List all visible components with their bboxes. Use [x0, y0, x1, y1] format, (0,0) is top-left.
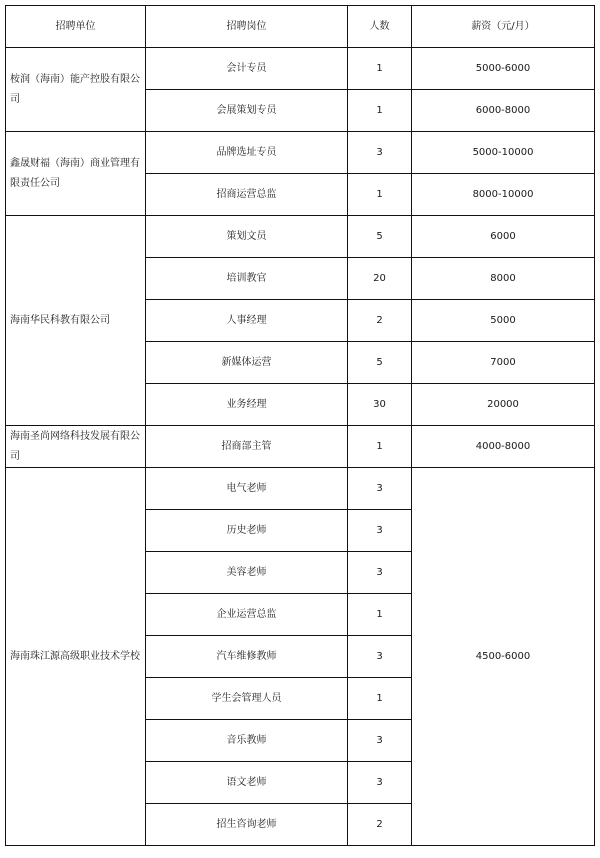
company-cell: 海南珠江源高级职业技术学校 — [6, 468, 146, 846]
table-row — [6, 468, 595, 510]
salary-cell: 4500-6000 — [412, 468, 595, 846]
salary-cell: 4000-8000 — [412, 426, 595, 468]
header-count: 人数 — [348, 6, 412, 48]
count-cell: 1 — [348, 594, 412, 636]
salary-cell: 5000-6000 — [412, 48, 595, 90]
salary-cell: 7000 — [412, 342, 595, 384]
position-cell: 招生咨询老师 — [146, 804, 348, 846]
count-cell: 1 — [348, 174, 412, 216]
count-cell: 5 — [348, 342, 412, 384]
position-cell: 招商运营总监 — [146, 174, 348, 216]
count-cell: 3 — [348, 132, 412, 174]
count-cell: 3 — [348, 552, 412, 594]
table-row — [6, 216, 595, 258]
position-cell: 招商部主管 — [146, 426, 348, 468]
salary-cell: 8000 — [412, 258, 595, 300]
count-cell: 2 — [348, 804, 412, 846]
table-row — [6, 132, 595, 174]
position-cell: 业务经理 — [146, 384, 348, 426]
company-cell: 海南华民科教有限公司 — [6, 216, 146, 426]
count-cell: 1 — [348, 90, 412, 132]
position-cell: 培训教官 — [146, 258, 348, 300]
count-cell: 30 — [348, 384, 412, 426]
position-cell: 新媒体运营 — [146, 342, 348, 384]
salary-cell: 20000 — [412, 384, 595, 426]
count-cell: 2 — [348, 300, 412, 342]
salary-cell: 5000 — [412, 300, 595, 342]
company-cell: 桉润（海南）能产控股有限公司 — [6, 48, 146, 132]
count-cell: 1 — [348, 48, 412, 90]
header-position: 招聘岗位 — [146, 6, 348, 48]
position-cell: 策划文员 — [146, 216, 348, 258]
count-cell: 1 — [348, 678, 412, 720]
position-cell: 电气老师 — [146, 468, 348, 510]
count-cell: 5 — [348, 216, 412, 258]
table-row — [6, 426, 595, 468]
count-cell: 1 — [348, 426, 412, 468]
count-cell: 3 — [348, 468, 412, 510]
table-row — [6, 48, 595, 90]
position-cell: 历史老师 — [146, 510, 348, 552]
position-cell: 音乐教师 — [146, 720, 348, 762]
company-cell: 海南圣尚网络科技发展有限公司 — [6, 426, 146, 468]
recruitment-table — [5, 5, 595, 846]
count-cell: 3 — [348, 720, 412, 762]
count-cell: 3 — [348, 636, 412, 678]
company-cell: 鑫晟财福（海南）商业管理有限责任公司 — [6, 132, 146, 216]
count-cell: 3 — [348, 762, 412, 804]
count-cell: 20 — [348, 258, 412, 300]
position-cell: 语文老师 — [146, 762, 348, 804]
position-cell: 企业运营总监 — [146, 594, 348, 636]
salary-cell: 5000-10000 — [412, 132, 595, 174]
header-row — [6, 6, 595, 48]
header-salary: 薪资（元/月） — [412, 6, 595, 48]
header-company: 招聘单位 — [6, 6, 146, 48]
position-cell: 美容老师 — [146, 552, 348, 594]
position-cell: 品牌选址专员 — [146, 132, 348, 174]
position-cell: 会展策划专员 — [146, 90, 348, 132]
count-cell: 3 — [348, 510, 412, 552]
position-cell: 人事经理 — [146, 300, 348, 342]
salary-cell: 6000 — [412, 216, 595, 258]
position-cell: 学生会管理人员 — [146, 678, 348, 720]
position-cell: 汽车维修教师 — [146, 636, 348, 678]
position-cell: 会计专员 — [146, 48, 348, 90]
salary-cell: 6000-8000 — [412, 90, 595, 132]
salary-cell: 8000-10000 — [412, 174, 595, 216]
